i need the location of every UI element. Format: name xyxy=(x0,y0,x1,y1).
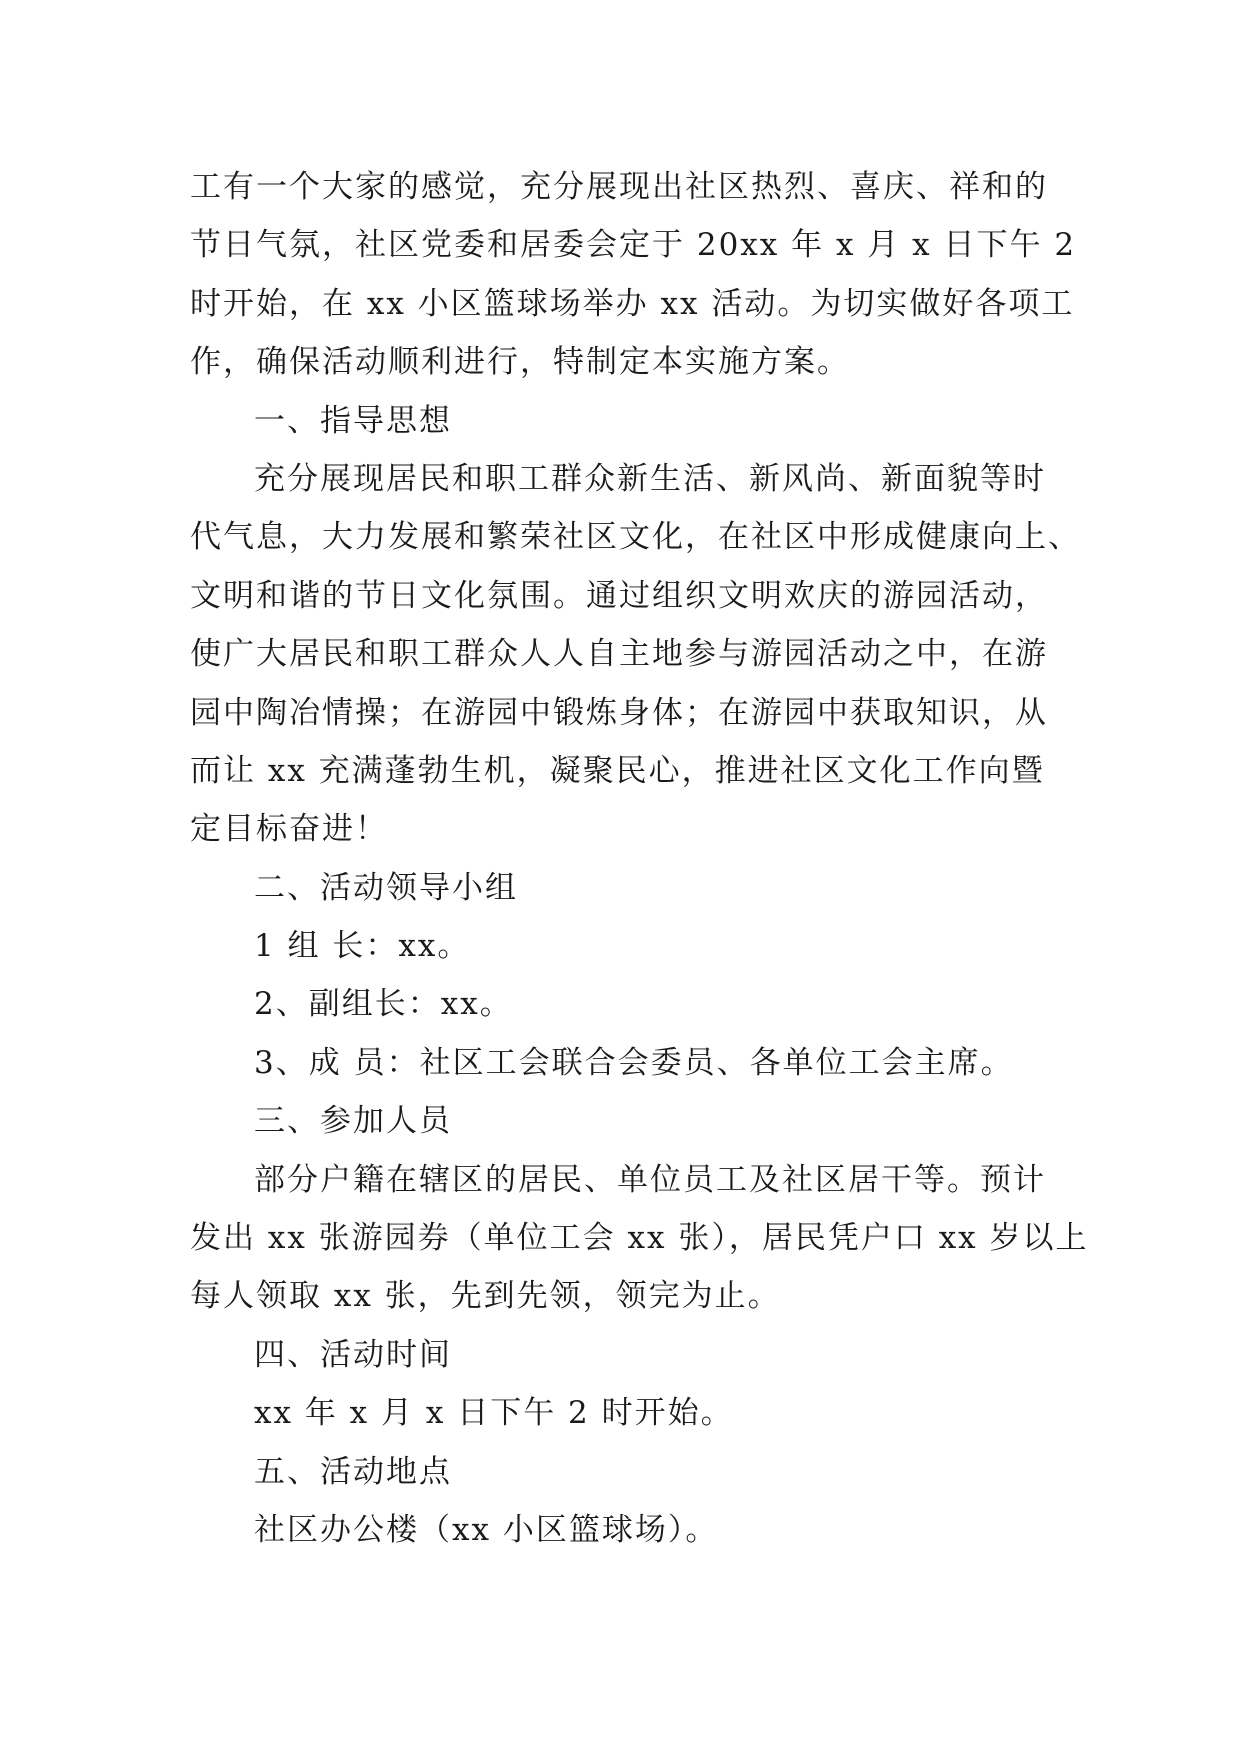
list-item: 1 组 长：xx。 xyxy=(254,928,471,965)
paragraph-line: 时开始，在 xx 小区篮球场举办 xx 活动。为切实做好各项工 xyxy=(190,285,1075,322)
list-item: 3、成 员：社区工会联合会委员、各单位工会主席。 xyxy=(254,1044,1014,1081)
paragraph-line: 每人领取 xx 张，先到先领，领完为止。 xyxy=(190,1278,781,1315)
document-body xyxy=(190,158,1089,1559)
paragraph-line: 充分展现居民和职工群众新生活、新风尚、新面貌等时 xyxy=(254,460,1046,497)
paragraph-line: 节日气氛，社区党委和居委会定于 20xx 年 x 月 x 日下午 2 xyxy=(190,227,1077,264)
paragraph-line: xx 年 x 月 x 日下午 2 时开始。 xyxy=(254,1395,734,1432)
paragraph-line: 代气息，大力发展和繁荣社区文化，在社区中形成健康向上、 xyxy=(190,519,1081,556)
paragraph-line: 文明和谐的节日文化氛围。通过组织文明欢庆的游园活动， xyxy=(190,577,1048,614)
paragraph-line: 部分户籍在辖区的居民、单位员工及社区居干等。预计 xyxy=(254,1161,1046,1198)
list-item: 2、副组长：xx。 xyxy=(254,986,513,1023)
paragraph-line: 作，确保活动顺利进行，特制定本实施方案。 xyxy=(190,344,850,381)
section-heading-leadership-group: 二、活动领导小组 xyxy=(254,869,518,906)
paragraph-line: 园中陶冶情操；在游园中锻炼身体；在游园中获取知识，从 xyxy=(190,694,1048,731)
section-heading-activity-time: 四、活动时间 xyxy=(254,1336,452,1373)
paragraph-line: 而让 xx 充满蓬勃生机，凝聚民心，推进社区文化工作向暨 xyxy=(190,752,1045,789)
paragraph-line: 发出 xx 张游园券（单位工会 xx 张），居民凭户口 xx 岁以上 xyxy=(190,1220,1089,1257)
section-heading-guiding-ideology: 一、指导思想 xyxy=(254,402,452,439)
paragraph-line: 使广大居民和职工群众人人自主地参与游园活动之中，在游 xyxy=(190,636,1048,673)
paragraph-line: 定目标奋进！ xyxy=(190,811,388,848)
section-heading-activity-location: 五、活动地点 xyxy=(254,1453,452,1490)
section-heading-participants: 三、参加人员 xyxy=(254,1103,452,1140)
paragraph-line: 社区办公楼（xx 小区篮球场）。 xyxy=(254,1511,719,1548)
paragraph-line: 工有一个大家的感觉，充分展现出社区热烈、喜庆、祥和的 xyxy=(190,169,1048,205)
